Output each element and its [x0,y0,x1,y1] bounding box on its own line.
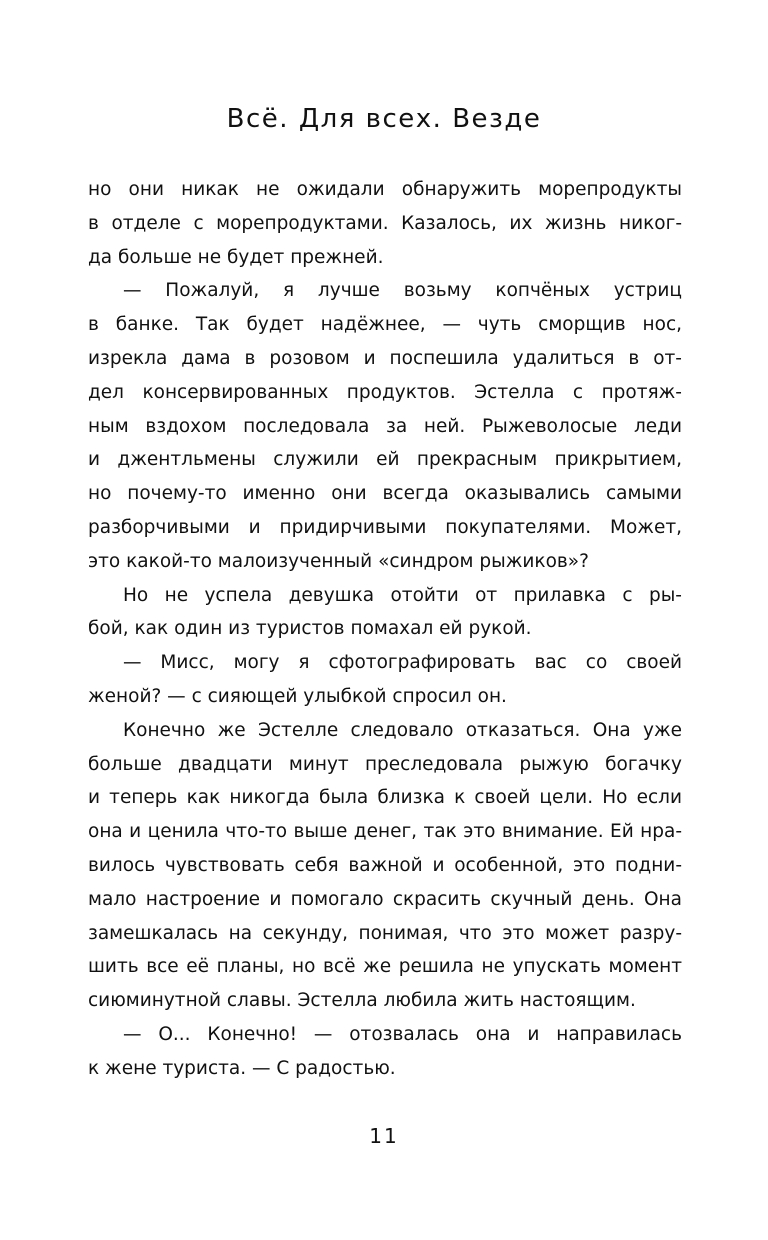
text-line: и теперь как никогда была близка к своей цели. Но если [88,787,682,809]
paragraph [88,646,682,714]
text-line: изрекла дама в розовом и поспешила удалиться в от- [88,347,682,369]
paragraph [88,274,682,578]
text-line: Конечно же Эстелле следовало отказаться. Она уже [123,719,682,741]
text-line: Но не успела девушка отойти от прилавка с ры- [123,584,682,606]
text-line: замешкалась на секунду, понимая, что это может разру- [88,922,682,944]
body-text [88,173,682,1086]
text-line: женой? — с сияющей улыбкой спросил он. [88,685,507,707]
text-line: сиюминутной славы. Эстелла любила жить настоящим. [88,990,636,1012]
text-line: в банке. Так будет надёжнее, — чуть сморщив нос, [88,314,682,336]
paragraph [88,579,682,647]
paragraph [88,173,682,274]
text-line: — Пожалуй, я лучше возьму копчёных устриц [123,280,682,302]
paragraph [88,714,682,1018]
text-line: шить все её планы, но всё же решила не упускать момент [88,956,682,978]
page-number: 11 [369,1124,399,1148]
text-line: и джентльмены служили ей прекрасным прикрытием, [88,449,682,471]
text-line: это какой-то малоизученный «синдром рыжиков»? [88,550,589,572]
text-line: — Мисс, могу я сфотографировать вас со своей [123,652,682,674]
text-line: больше двадцати минут преследовала рыжую богачку [88,753,682,775]
paragraph [88,1018,682,1086]
text-line: к жене туриста. — С радостью. [88,1057,396,1079]
text-line: ным вздохом последовала за ней. Рыжеволосые леди [88,415,682,437]
text-line: да больше не будет прежней. [88,246,384,268]
text-line: разборчивыми и придирчивыми покупателями. Может, [88,516,682,538]
text-line: дел консервированных продуктов. Эстелла с протяж- [88,381,682,403]
text-line: в отделе с морепродуктами. Казалось, их жизнь никог- [88,212,682,234]
text-line: — О... Конечно! — отозвалась она и направилась [123,1023,682,1045]
text-line: вилось чувствовать себя важной и особенной, это подни- [88,854,682,876]
text-line: но почему-то именно они всегда оказывались самыми [88,483,682,505]
text-line: бой, как один из туристов помахал ей рукой. [88,618,532,640]
text-line: она и ценила что-то выше денег, так это внимание. Ей нра- [88,821,682,843]
running-head-title: Всё. Для всех. Везде [226,104,542,134]
text-line: но они никак не ожидали обнаружить морепродукты [88,179,682,200]
text-line: мало настроение и помогало скрасить скучный день. Она [88,888,682,910]
